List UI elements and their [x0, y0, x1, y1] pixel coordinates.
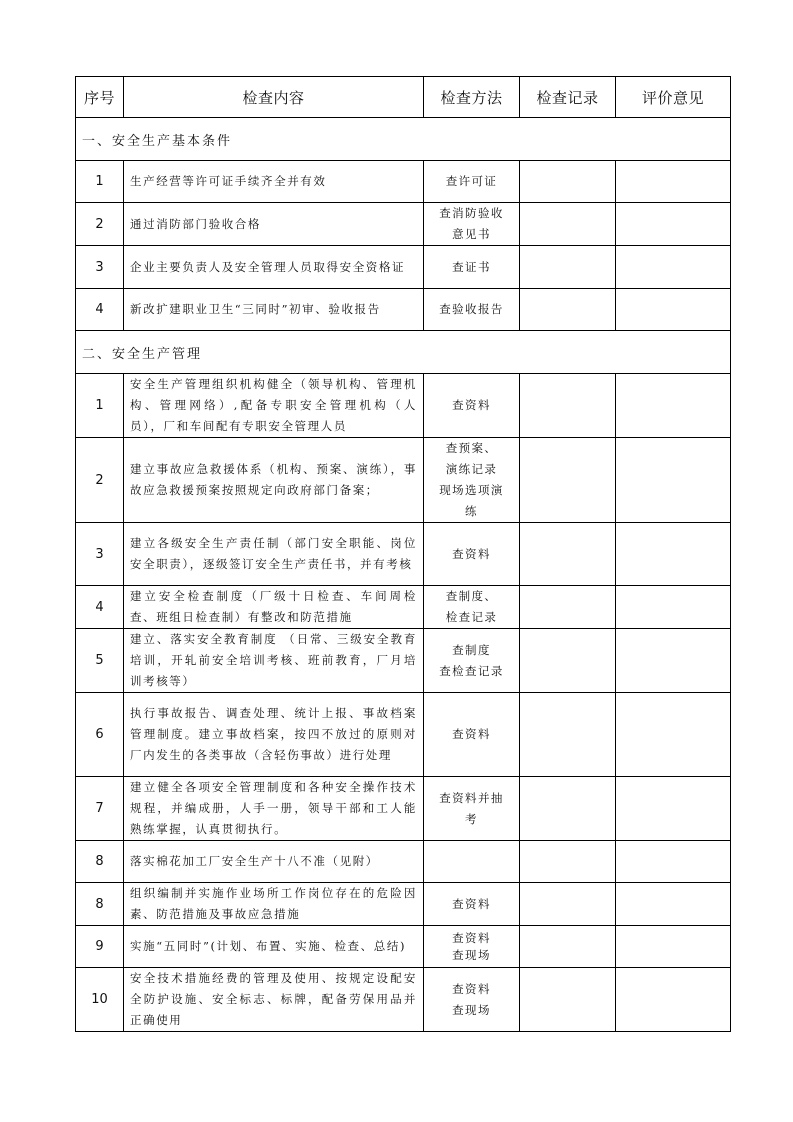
safety-inspection-table [75, 76, 731, 1032]
method-line: 查现场 [452, 1002, 491, 1017]
method-line: 查资料 [452, 727, 491, 741]
opinion-cell[interactable] [616, 841, 731, 883]
row-content: 实施“五同时”(计划、布置、实施、检查、总结) [124, 926, 424, 968]
method-line: 查资料 [452, 981, 491, 996]
row-content: 通过消防部门验收合格 [124, 203, 424, 246]
section-title: 一、安全生产基本条件 [76, 118, 731, 161]
header-row [76, 77, 731, 118]
row-method [424, 883, 520, 926]
method-line: 练 [465, 504, 478, 518]
row-content: 安全生产管理组织机构健全（领导机构、管理机构、管理网络）,配备专职安全管理机构（人员），厂和车间配有专职安全管理人员 [124, 374, 424, 438]
table-row [76, 161, 731, 203]
table-row [76, 289, 731, 331]
section-title: 二、安全生产管理 [76, 331, 731, 374]
table-row [76, 693, 731, 777]
method-line: 查资料 [452, 896, 491, 911]
method-line: 查资料 [452, 546, 491, 561]
opinion-cell[interactable] [616, 289, 731, 331]
table-row [76, 523, 731, 586]
opinion-cell[interactable] [616, 161, 731, 203]
record-cell[interactable] [520, 968, 616, 1032]
row-method [424, 161, 520, 203]
method-line: 查验收报告 [439, 302, 504, 316]
method-line: 查证书 [452, 259, 491, 274]
opinion-cell[interactable] [616, 693, 731, 777]
row-content: 生产经营等许可证手续齐全并有效 [124, 161, 424, 203]
opinion-cell[interactable] [616, 926, 731, 968]
method-line: 查资料 [452, 398, 491, 412]
row-content: 建立事故应急救援体系（机构、预案、演练），事故应急救援预案按照规定向政府部门备案； [124, 438, 424, 523]
record-cell[interactable] [520, 523, 616, 586]
row-content: 落实棉花加工厂安全生产十八不准（见附） [124, 841, 424, 883]
method-line: 查消防验收 [439, 206, 504, 220]
method-line: 查制度 [452, 642, 491, 657]
header-no: 序号 [76, 77, 124, 118]
row-method [424, 586, 520, 629]
method-line: 查许可证 [445, 174, 498, 188]
row-no: 9 [76, 926, 124, 968]
record-cell[interactable] [520, 374, 616, 438]
row-no: 3 [76, 246, 124, 289]
row-no: 3 [76, 523, 124, 586]
row-no: 1 [76, 161, 124, 203]
opinion-cell[interactable] [616, 586, 731, 629]
record-cell[interactable] [520, 438, 616, 523]
row-method [424, 203, 520, 246]
table-row [76, 883, 731, 926]
record-cell[interactable] [520, 161, 616, 203]
row-content: 建立各级安全生产责任制（部门安全职能、岗位安全职责），逐级签订安全生产责任书，并有考核 [124, 523, 424, 586]
row-content: 执行事故报告、调查处理、统计上报、事故档案管理制度。建立事故档案，按四不放过的原则对厂内发生的各类事故（含轻伤事故）进行处理 [124, 693, 424, 777]
table-row [76, 968, 731, 1032]
method-line: 查制度、 [445, 589, 498, 603]
method-line: 查预案、 [445, 441, 498, 455]
opinion-cell[interactable] [616, 777, 731, 841]
record-cell[interactable] [520, 289, 616, 331]
table-row [76, 586, 731, 629]
opinion-cell[interactable] [616, 203, 731, 246]
row-method [424, 438, 520, 523]
method-line: 意见书 [452, 227, 491, 241]
header-content: 检查内容 [124, 77, 424, 118]
opinion-cell[interactable] [616, 629, 731, 693]
row-no: 1 [76, 374, 124, 438]
opinion-cell[interactable] [616, 968, 731, 1032]
record-cell[interactable] [520, 777, 616, 841]
header-opinion: 评价意见 [616, 77, 731, 118]
row-no: 4 [76, 586, 124, 629]
row-method [424, 289, 520, 331]
table-row [76, 629, 731, 693]
method-line: 查检查记录 [439, 663, 504, 678]
row-no: 4 [76, 289, 124, 331]
row-method [424, 841, 520, 883]
row-no: 2 [76, 438, 124, 523]
opinion-cell[interactable] [616, 374, 731, 438]
section-row [76, 331, 731, 374]
record-cell[interactable] [520, 203, 616, 246]
record-cell[interactable] [520, 841, 616, 883]
row-method [424, 693, 520, 777]
method-line: 检查记录 [445, 610, 498, 624]
row-no: 7 [76, 777, 124, 841]
row-content: 新改扩建职业卫生“三同时”初审、验收报告 [124, 289, 424, 331]
record-cell[interactable] [520, 629, 616, 693]
row-content: 安全技术措施经费的管理及使用、按规定设配安全防护设施、安全标志、标牌，配备劳保用品并正确使用 [124, 968, 424, 1032]
table-row [76, 438, 731, 523]
record-cell[interactable] [520, 693, 616, 777]
row-content: 企业主要负责人及安全管理人员取得安全资格证 [124, 246, 424, 289]
row-method [424, 246, 520, 289]
table-row [76, 246, 731, 289]
row-no: 6 [76, 693, 124, 777]
section-row [76, 118, 731, 161]
opinion-cell[interactable] [616, 883, 731, 926]
table-row [76, 374, 731, 438]
method-line: 查资料并抽 [439, 790, 504, 805]
record-cell[interactable] [520, 586, 616, 629]
row-no: 8 [76, 883, 124, 926]
method-line: 查资料 [452, 930, 491, 945]
record-cell[interactable] [520, 883, 616, 926]
row-content: 建立健全各项安全管理制度和各种安全操作技术规程，并编成册，人手一册，领导干部和工人能熟练掌握，认真贯彻执行。 [124, 777, 424, 841]
opinion-cell[interactable] [616, 438, 731, 523]
row-no: 8 [76, 841, 124, 883]
method-line: 考 [465, 811, 478, 826]
table-row [76, 777, 731, 841]
table-row [76, 926, 731, 968]
row-method [424, 777, 520, 841]
record-cell[interactable] [520, 246, 616, 289]
row-method [424, 629, 520, 693]
record-cell[interactable] [520, 926, 616, 968]
row-method [424, 926, 520, 968]
row-content: 组织编制并实施作业场所工作岗位存在的危险因素、防范措施及事故应急措施 [124, 883, 424, 926]
header-record: 检查记录 [520, 77, 616, 118]
table-row [76, 841, 731, 883]
row-method [424, 374, 520, 438]
row-no: 5 [76, 629, 124, 693]
table-row [76, 203, 731, 246]
row-content: 建立、落实安全教育制度 （日常、三级安全教育培训，开轧前安全培训考核、班前教育，厂月培训考核等） [124, 629, 424, 693]
method-line: 现场选项演 [439, 483, 504, 497]
method-line: 查现场 [452, 947, 491, 962]
opinion-cell[interactable] [616, 523, 731, 586]
header-method: 检查方法 [424, 77, 520, 118]
row-no: 2 [76, 203, 124, 246]
method-line: 演练记录 [445, 462, 498, 476]
opinion-cell[interactable] [616, 246, 731, 289]
row-content: 建立安全检查制度（厂级十日检查、车间周检查、班组日检查制）有整改和防范措施 [124, 586, 424, 629]
row-method [424, 968, 520, 1032]
row-method [424, 523, 520, 586]
row-no: 10 [76, 968, 124, 1032]
